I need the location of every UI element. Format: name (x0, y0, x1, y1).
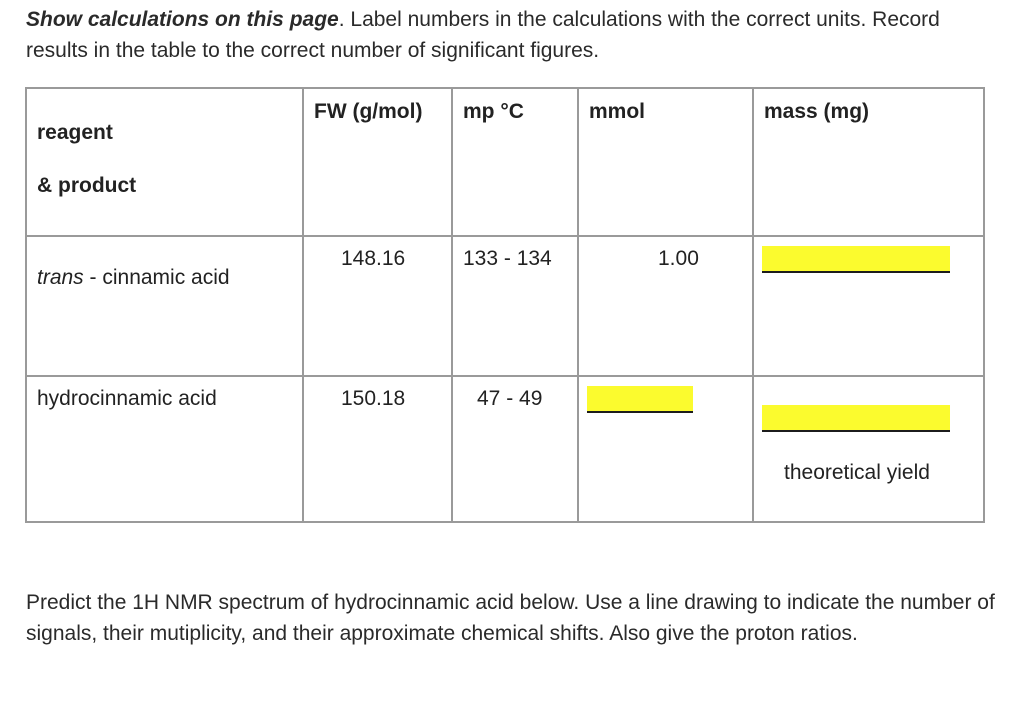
instructions-text: . Label numbers in the calculations with the correct units. Record results in the table to the correct number of significant figures. (26, 8, 940, 62)
header-mass: mass (mg) (764, 100, 870, 123)
product-mass-cell (753, 376, 984, 522)
reagent-mass-cell (753, 236, 984, 376)
reagent-name-cell (26, 236, 303, 376)
header-mp-cell (452, 88, 578, 236)
product-fw-cell (303, 376, 452, 522)
nmr-instructions-paragraph: Predict the 1H NMR spectrum of hydrocinnamic acid below. Use a line drawing to indicate the number of signals, their mutiplicity, and their approximate chemical shifts. Also give the proton ratios. (26, 591, 995, 645)
instructions-emphasis: Show calculations on this page (26, 8, 339, 31)
header-mmol-cell (578, 88, 753, 236)
reagent-mp-value: 133 - 134 (463, 247, 552, 270)
header-mp: mp °C (463, 100, 524, 123)
reagent-mmol-cell (578, 236, 753, 376)
header-reagent-cell (26, 88, 303, 236)
table-row (26, 236, 984, 376)
reagent-mmol-value: 1.00 (658, 247, 699, 270)
product-mp-cell (452, 376, 578, 522)
product-name-cell (26, 376, 303, 522)
reagent-mp-cell (452, 236, 578, 376)
instructions-paragraph (26, 4, 996, 66)
product-fw-value: 150.18 (341, 387, 406, 410)
product-name: hydrocinnamic acid (37, 387, 217, 410)
table-row (26, 376, 984, 522)
reagent-name-rest: - cinnamic acid (83, 266, 230, 289)
reagent-name (37, 266, 230, 290)
reagent-fw-cell (303, 236, 452, 376)
product-mmol-answer-blank[interactable] (587, 386, 693, 413)
theoretical-yield-label: theoretical yield (784, 461, 930, 484)
header-product: & product (37, 174, 137, 197)
header-fw-cell (303, 88, 452, 236)
table-header-row (26, 88, 984, 236)
product-mp-value: 47 - 49 (477, 387, 543, 410)
header-mass-cell (753, 88, 984, 236)
header-fw: FW (g/mol) (314, 100, 423, 123)
product-mass-answer-blank[interactable] (762, 405, 950, 432)
reagent-mass-answer-blank[interactable] (762, 246, 950, 273)
product-mmol-cell (578, 376, 753, 522)
reagent-name-italic: trans (37, 266, 84, 289)
reagent-fw-value: 148.16 (341, 247, 406, 270)
header-reagent: reagent (37, 121, 113, 144)
reagent-table (25, 87, 985, 523)
header-mmol: mmol (589, 100, 646, 123)
